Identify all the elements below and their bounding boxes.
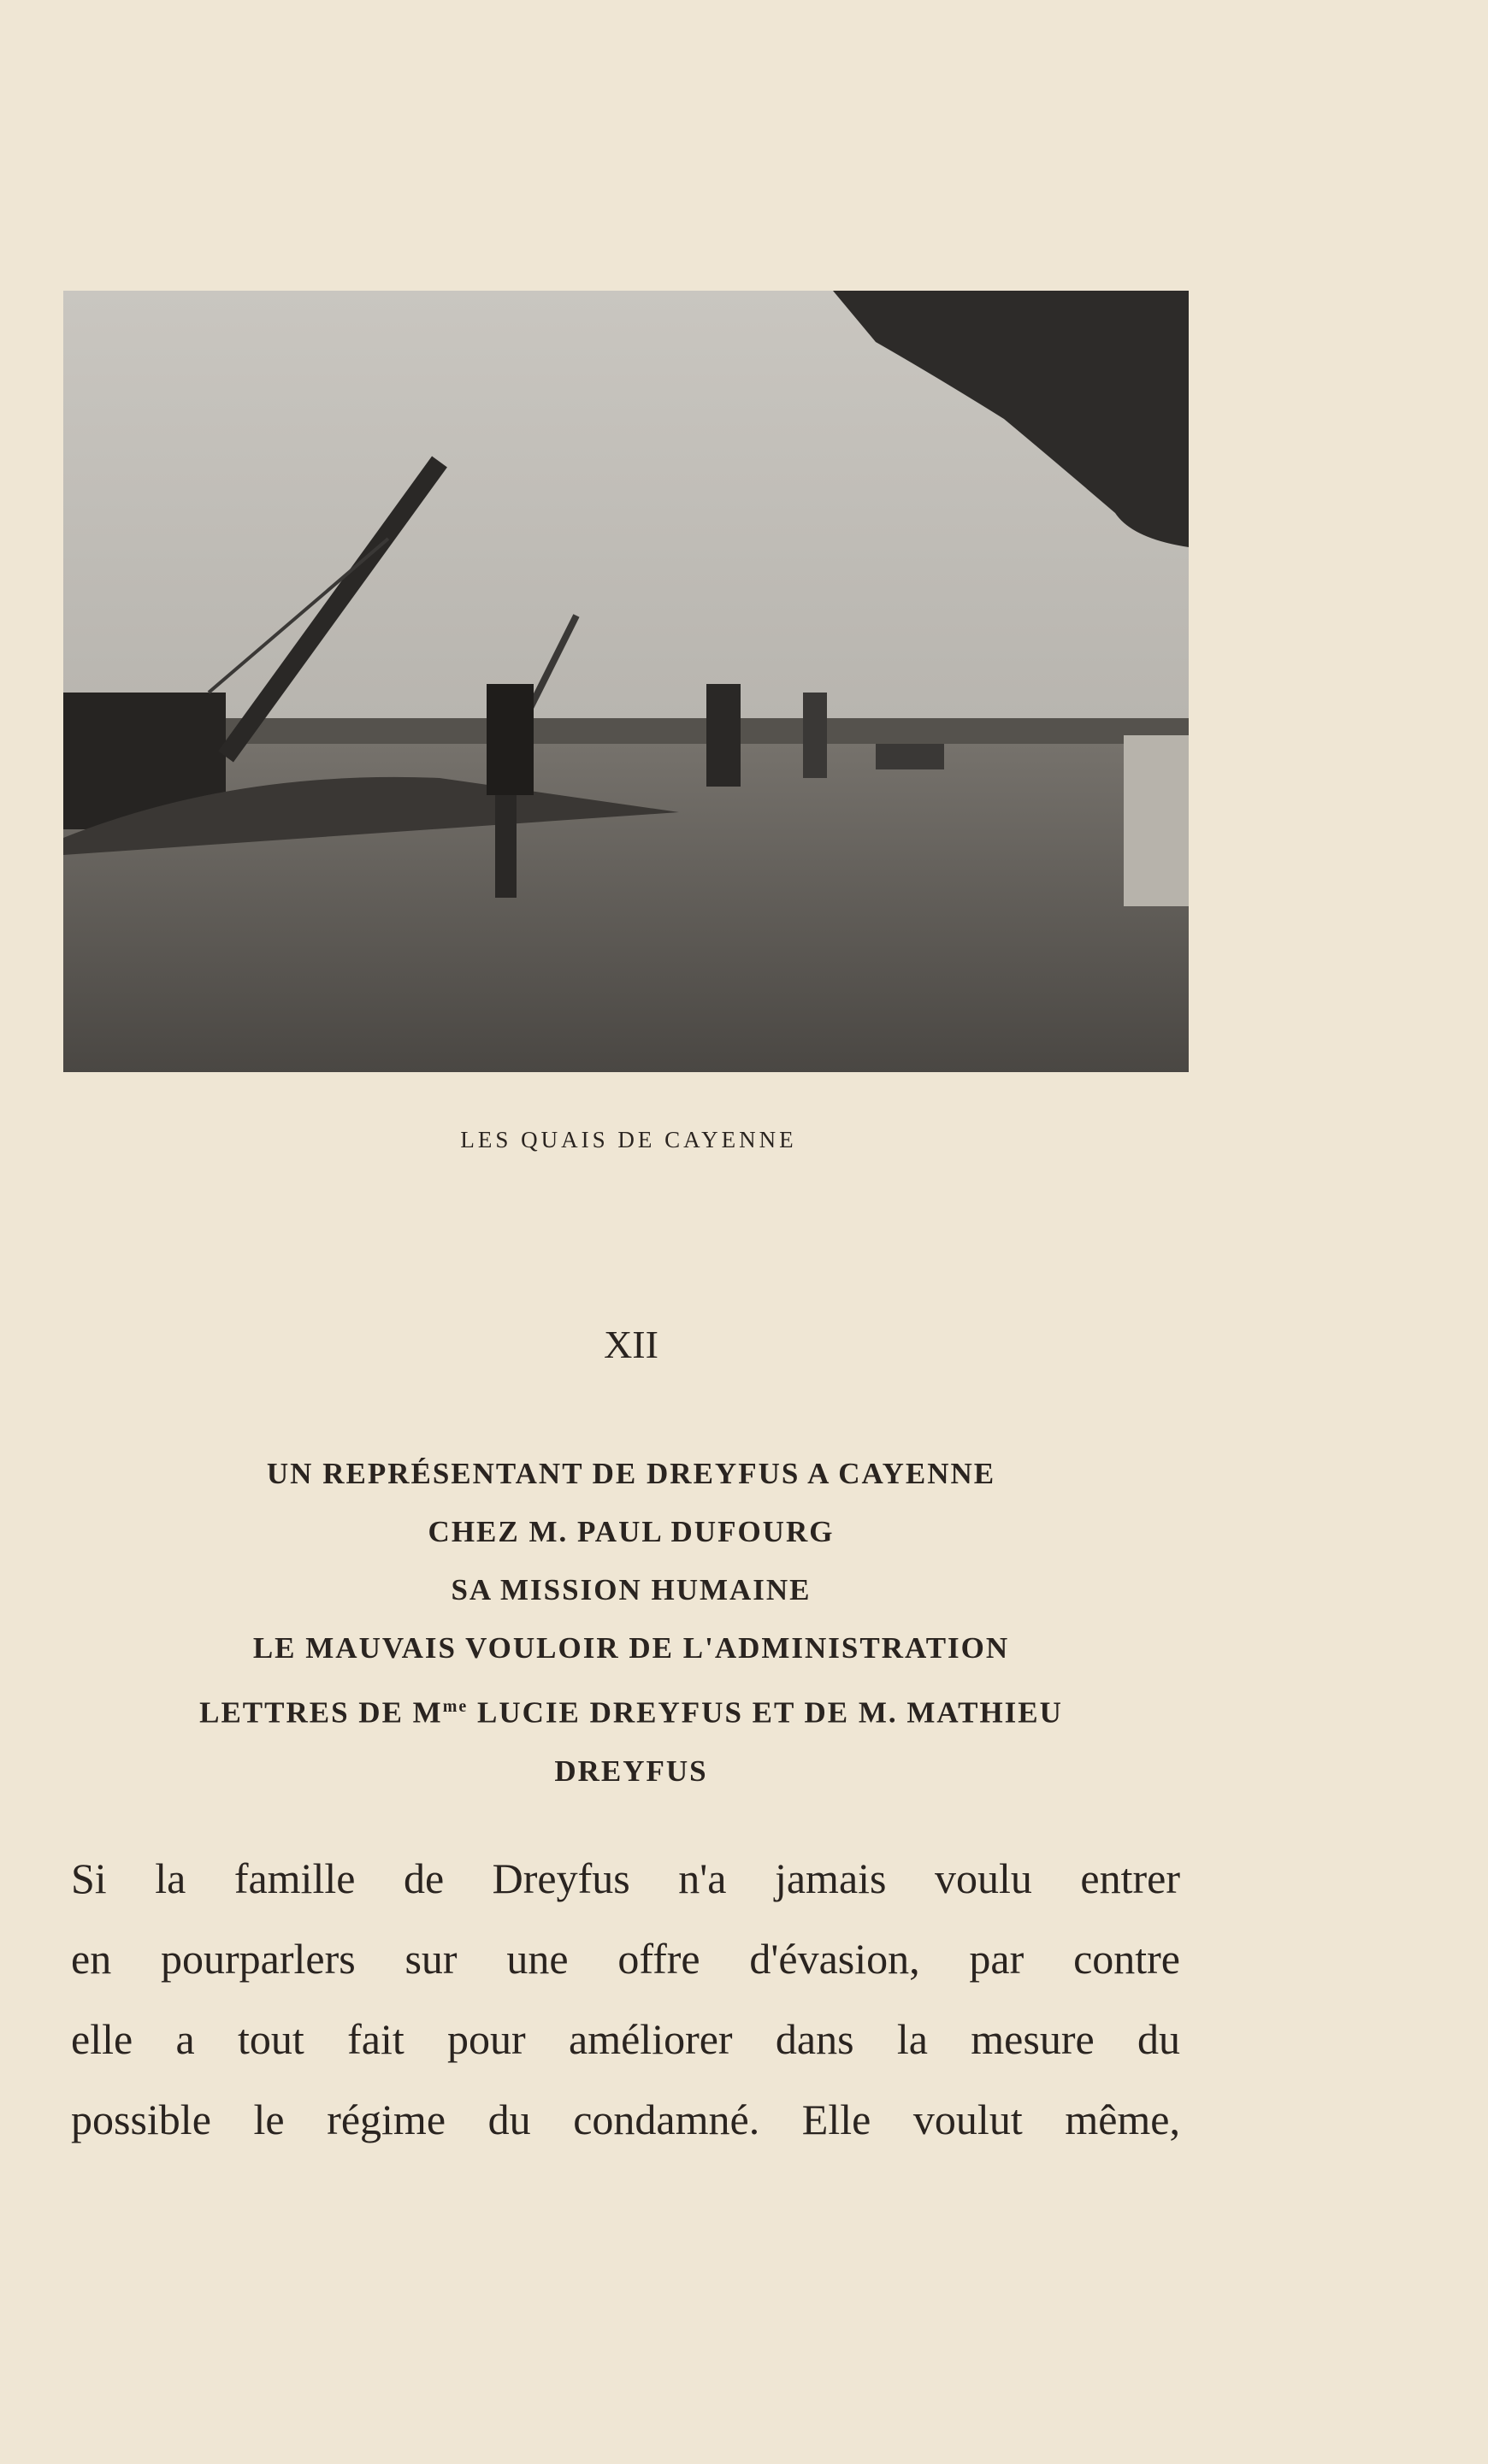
- chapter-number: XII: [604, 1323, 658, 1366]
- chapter-summary: [0, 1445, 1262, 1801]
- photo-caption: LES QUAIS DE CAYENNE: [460, 1127, 797, 1152]
- summary-text: LUCIE DREYFUS ET DE M. MATHIEU: [468, 1695, 1063, 1730]
- text-line: Si la famille de Dreyfus n'a jamais voulu entrer: [71, 1854, 1180, 1902]
- quay-photograph: [63, 291, 1189, 1072]
- text-line: en pourparlers sur une offre d'évasion, par contre: [71, 1935, 1180, 1983]
- summary-line: DREYFUS: [554, 1754, 708, 1788]
- summary-text: LETTRES DE M: [199, 1695, 443, 1730]
- summary-line: CHEZ M. PAUL DUFOURG: [428, 1515, 835, 1548]
- text-line: elle a tout fait pour améliorer dans la mesure du: [71, 2015, 1180, 2063]
- body-text: [71, 1838, 1180, 2160]
- text-line: possible le régime du condamné. Elle voulut même,: [71, 2096, 1180, 2143]
- summary-line: [0, 1677, 1262, 1742]
- summary-line: UN REPRÉSENTANT DE DREYFUS A CAYENNE: [266, 1457, 996, 1490]
- superscript: me: [442, 1697, 469, 1716]
- summary-line: SA MISSION HUMAINE: [451, 1573, 812, 1606]
- summary-line: LE MAUVAIS VOULOIR DE L'ADMINISTRATION: [252, 1631, 1010, 1665]
